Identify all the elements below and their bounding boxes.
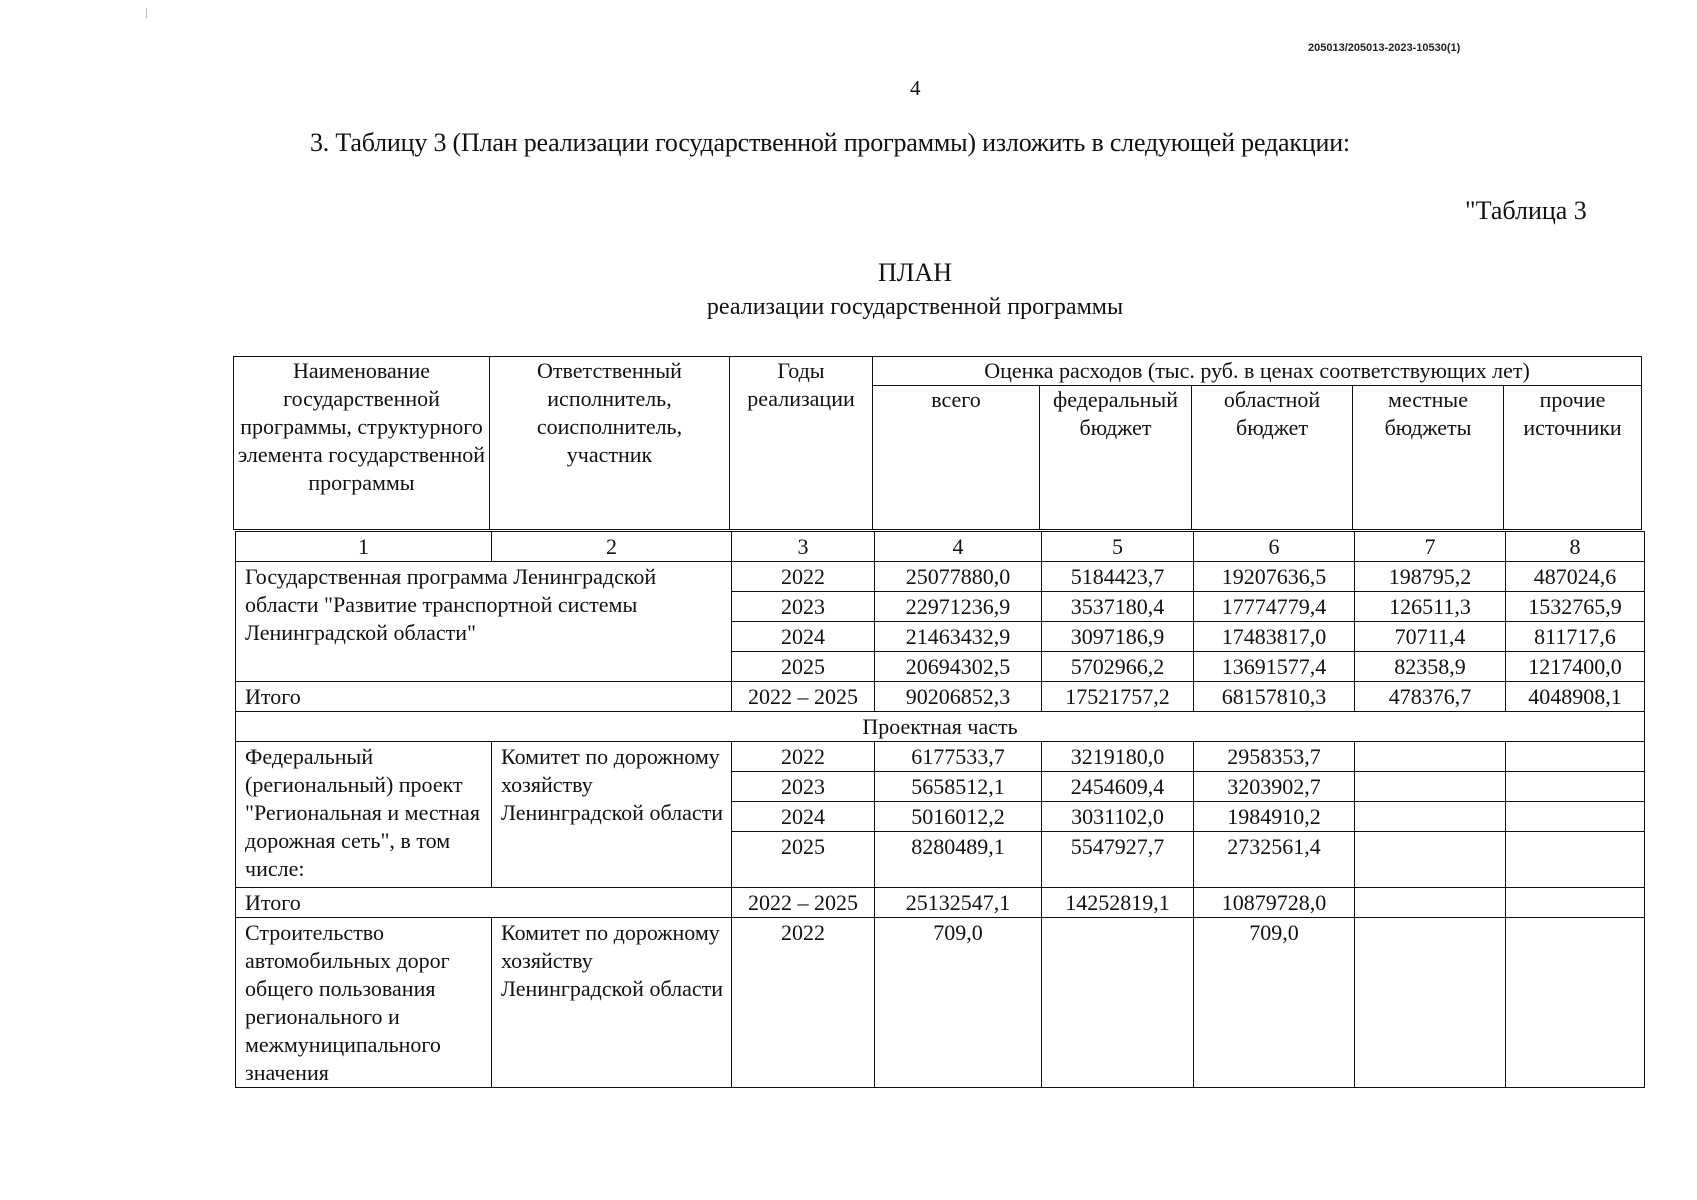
year-cell: 2023	[732, 592, 875, 622]
total-label: Итого	[236, 888, 732, 918]
table-row	[236, 742, 1645, 772]
federal-cell	[1042, 918, 1194, 1088]
construction-executor: Комитет по дорожному хозяйству Ленинградской области	[492, 918, 732, 1088]
column-number: 1	[236, 532, 492, 562]
total-cell: 8280489,1	[875, 832, 1042, 888]
other-cell: 811717,6	[1506, 622, 1645, 652]
program-total-row	[236, 682, 1645, 712]
regional-cell: 3203902,7	[1194, 772, 1355, 802]
total-cell: 709,0	[875, 918, 1042, 1088]
regional-cell: 17483817,0	[1194, 622, 1355, 652]
local-cell: 198795,2	[1355, 562, 1506, 592]
federal-cell: 2454609,4	[1042, 772, 1194, 802]
local-cell	[1355, 918, 1506, 1088]
regional-cell: 709,0	[1194, 918, 1355, 1088]
section-title: Проектная часть	[236, 712, 1645, 742]
total-cell: 22971236,9	[875, 592, 1042, 622]
year-cell: 2024	[732, 622, 875, 652]
header-federal: федеральный бюджет	[1040, 386, 1192, 530]
document-id: 205013/205013-2023-10530(1)	[1308, 42, 1461, 54]
other-cell	[1506, 802, 1645, 832]
scan-mark	[146, 8, 147, 18]
total-cell: 21463432,9	[875, 622, 1042, 652]
regional-cell: 2958353,7	[1194, 742, 1355, 772]
total-cell: 5016012,2	[875, 802, 1042, 832]
table-header	[233, 356, 1642, 530]
year-cell: 2025	[732, 832, 875, 888]
construction-name: Строительство автомобильных дорог общего пользования регионального и межмуниципального значения	[236, 918, 492, 1088]
other-cell: 4048908,1	[1506, 682, 1645, 712]
federal-cell: 5702966,2	[1042, 652, 1194, 682]
other-cell	[1506, 888, 1645, 918]
regional-cell: 1984910,2	[1194, 802, 1355, 832]
local-cell	[1355, 772, 1506, 802]
header-executor: Ответственный исполнитель, соисполнитель, участник	[490, 357, 730, 530]
year-cell: 2024	[732, 802, 875, 832]
federal-cell: 14252819,1	[1042, 888, 1194, 918]
regional-cell: 68157810,3	[1194, 682, 1355, 712]
local-cell: 126511,3	[1355, 592, 1506, 622]
other-cell	[1506, 772, 1645, 802]
header-years: Годы реализации	[730, 357, 873, 530]
local-cell	[1355, 742, 1506, 772]
column-number: 3	[732, 532, 875, 562]
regional-cell: 10879728,0	[1194, 888, 1355, 918]
table-label: "Таблица 3	[1465, 196, 1587, 225]
table-row	[236, 918, 1645, 1088]
other-cell: 1217400,0	[1506, 652, 1645, 682]
federal-cell: 3219180,0	[1042, 742, 1194, 772]
header-local: местные бюджеты	[1353, 386, 1504, 530]
column-numbers-row	[236, 532, 1645, 562]
table-body	[235, 531, 1645, 1088]
local-cell: 70711,4	[1355, 622, 1506, 652]
regional-cell: 17774779,4	[1194, 592, 1355, 622]
column-number: 7	[1355, 532, 1506, 562]
total-label: Итого	[236, 682, 732, 712]
local-cell	[1355, 888, 1506, 918]
total-cell: 5658512,1	[875, 772, 1042, 802]
total-cell: 90206852,3	[875, 682, 1042, 712]
year-cell: 2022 – 2025	[732, 888, 875, 918]
federal-cell: 3537180,4	[1042, 592, 1194, 622]
header-name: Наименование государственной программы, структурного элемента государственной программы	[234, 357, 490, 530]
column-number: 4	[875, 532, 1042, 562]
plan-subtitle: реализации государственной программы	[706, 294, 1124, 320]
year-cell: 2022	[732, 562, 875, 592]
federal-cell: 3097186,9	[1042, 622, 1194, 652]
total-cell: 6177533,7	[875, 742, 1042, 772]
regional-cell: 2732561,4	[1194, 832, 1355, 888]
header-costs: Оценка расходов (тыс. руб. в ценах соответствующих лет)	[873, 357, 1642, 386]
year-cell: 2022	[732, 918, 875, 1088]
year-cell: 2022	[732, 742, 875, 772]
federal-cell: 17521757,2	[1042, 682, 1194, 712]
year-cell: 2025	[732, 652, 875, 682]
page-number: 4	[910, 76, 921, 100]
other-cell	[1506, 918, 1645, 1088]
instruction-text: 3. Таблицу 3 (План реализации государственной программы) изложить в следующей редакции:	[310, 128, 1350, 157]
project-name: Федеральный (региональный) проект "Региональная и местная дорожная сеть", в том числе:	[236, 742, 492, 888]
regional-cell: 19207636,5	[1194, 562, 1355, 592]
column-number: 5	[1042, 532, 1194, 562]
federal-cell: 5184423,7	[1042, 562, 1194, 592]
total-cell: 25077880,0	[875, 562, 1042, 592]
regional-cell: 13691577,4	[1194, 652, 1355, 682]
federal-cell: 3031102,0	[1042, 802, 1194, 832]
column-number: 2	[492, 532, 732, 562]
federal-cell: 5547927,7	[1042, 832, 1194, 888]
other-cell	[1506, 832, 1645, 888]
year-cell: 2022 – 2025	[732, 682, 875, 712]
table-row	[236, 562, 1645, 592]
local-cell: 478376,7	[1355, 682, 1506, 712]
total-cell: 20694302,5	[875, 652, 1042, 682]
project-total-row	[236, 888, 1645, 918]
local-cell: 82358,9	[1355, 652, 1506, 682]
local-cell	[1355, 832, 1506, 888]
other-cell	[1506, 742, 1645, 772]
header-regional: областной бюджет	[1192, 386, 1353, 530]
local-cell	[1355, 802, 1506, 832]
program-name: Государственная программа Ленинградской области "Развитие транспортной системы Ленинградской области"	[236, 562, 732, 682]
column-number: 6	[1194, 532, 1355, 562]
header-other: прочие источники	[1504, 386, 1642, 530]
plan-title: ПЛАН	[878, 258, 952, 287]
total-cell: 25132547,1	[875, 888, 1042, 918]
section-row	[236, 712, 1645, 742]
header-total: всего	[873, 386, 1040, 530]
other-cell: 487024,6	[1506, 562, 1645, 592]
column-number: 8	[1506, 532, 1645, 562]
other-cell: 1532765,9	[1506, 592, 1645, 622]
project-executor: Комитет по дорожному хозяйству Ленинградской области	[492, 742, 732, 888]
year-cell: 2023	[732, 772, 875, 802]
